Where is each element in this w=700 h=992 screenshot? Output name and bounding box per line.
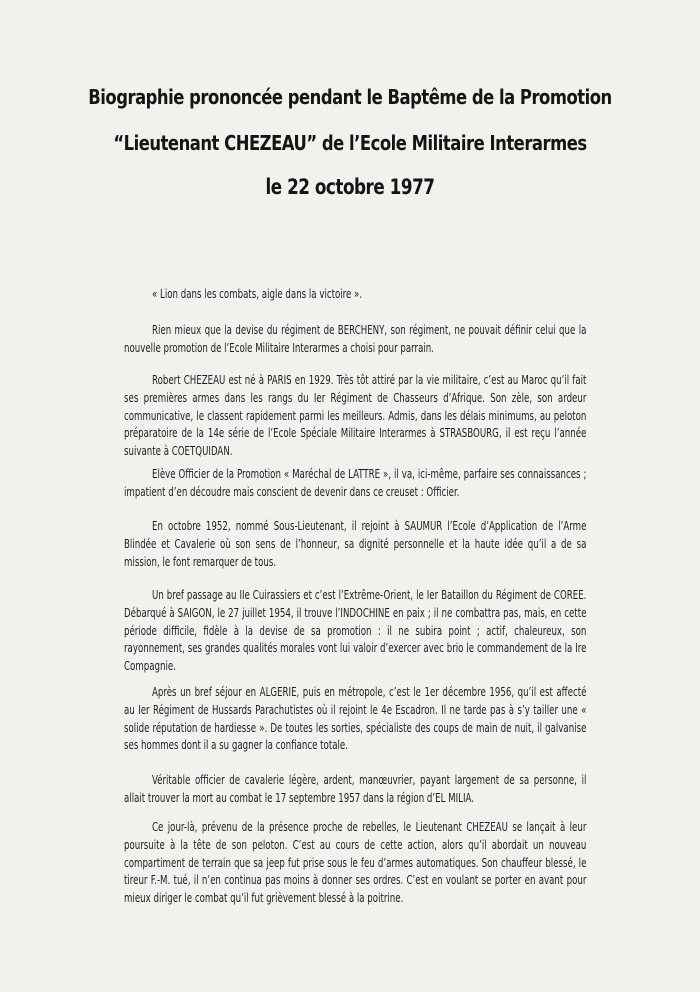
paragraph-saumur: En octobre 1952, nommé Sous-Lieutenant, il rejoint à SAUMUR l’Ecole d’Application de l’Arme Blindée et Cavalerie où son sens de l’honneur, sa dignité personnelle et la haute idée qu’il a de sa mission, le font remarquer de tous. <box>124 519 587 569</box>
paragraph-bercheny: Rien mieux que la devise du régiment de BERCHENY, son régiment, ne pouvait définir celui que la nouvelle promotion de l’Ecole Militaire Interarmes a choisi pour parrain. <box>124 323 587 355</box>
paragraph-indochine: Un bref passage au IIe Cuirassiers et c’est l’Extrême-Orient, le Ier Bataillon du Régiment de COREE. Débarqué à SAIGON, le 27 juillet 1954, il trouve l’INDOCHINE en paix ; il ne combattra pas, mais, en cette période difficile, fidèle à la devise de sa promotion : il ne subira point ; actif, chaleureux, son rayonnement, ses grandes qualités morales vont lui valoir d’exercer avec brio le commandement de la Ire Compagnie. <box>124 588 587 674</box>
title-line-2: “Lieutenant CHEZEAU” de l’Ecole Militaire Interarmes <box>113 131 587 155</box>
paragraph-promotion: Elève Officier de la Promotion « Maréchal de LATTRE », il va, ici-même, parfaire ses connaissances ; impatient d’en découdre mais conscient de devenir dans ce creuset : Officier. <box>124 467 587 499</box>
document-title <box>0 82 700 212</box>
paragraph-algerie: Après un bref séjour en ALGERIE, puis en métropole, c’est le 1er décembre 1956, qu’il est affecté au Ier Régiment de Hussards Parachutistes où il rejoint le 4e Escadron. Il ne tarde pas à s’y tailler une « solide réputation de hardiesse ». De toutes les sorties, spécialiste des coups de main de nuit, il galvanise ses hommes dont il a su gagner la confiance totale. <box>124 685 587 753</box>
paragraph-combat: Ce jour-là, prévenu de la présence proche de rebelles, le Lieutenant CHEZEAU se lançait à leur poursuite à la tête de son peloton. C’est au cours de cette action, alors qu’il abordait un nouveau compartiment de terrain que sa jeep fut prise sous le feu d’armes automatiques. Son chauffeur blessé, le tireur F.-M. tué, il n’en continua pas moins à donner ses ordres. C’est en voulant se porter en avant pour mieux diriger le combat qu’il fut grièvement blessé à la poitrine. <box>124 820 587 906</box>
title-line-1: Biographie prononcée pendant le Baptême de la Promotion <box>88 85 612 109</box>
paragraph-cavalerie: Véritable officier de cavalerie légère, ardent, manœuvrier, payant largement de sa personne, il allait trouver la mort au combat le 17 septembre 1957 dans la région d’EL MILIA. <box>124 773 587 805</box>
paragraph-birth: Robert CHEZEAU est né à PARIS en 1929. Très tôt attiré par la vie militaire, c’est au Maroc qu’il fait ses premières armes dans les rangs du Ier Régiment de Chasseurs d’Afrique. Son zèle, son ardeur communicative, le classent rapidement parmi les meilleurs. Admis, dans les délais minimums, au peloton préparatoire de la 14e série de l’Ecole Spéciale Militaire Interarmes à STRASBOURG, il est reçu l’année suivante à COETQUIDAN. <box>124 373 587 459</box>
title-line-3-date: le 22 octobre 1977 <box>265 175 435 199</box>
paragraph-motto: « Lion dans les combats, aigle dans la victoire ». <box>152 287 363 301</box>
